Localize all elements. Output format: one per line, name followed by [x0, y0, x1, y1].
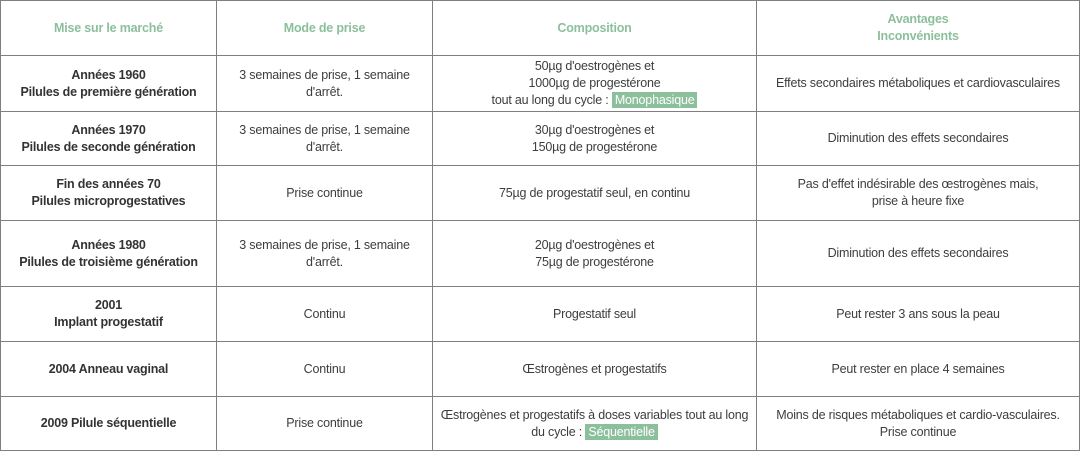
type-tag: Monophasique — [612, 92, 698, 108]
composition-cell — [433, 56, 757, 112]
header-mode: Mode de prise — [217, 1, 433, 56]
launch-cell — [1, 112, 217, 166]
header-composition: Composition — [433, 1, 757, 56]
composition-cell: Progestatif seul — [433, 287, 757, 342]
launch-cell — [1, 221, 217, 287]
table-row — [1, 397, 1080, 451]
composition-text: tout au long du cycle : — [491, 93, 609, 107]
launch-product: Pilules de seconde génération — [21, 139, 196, 154]
header-row — [1, 1, 1080, 56]
launch-date: Années 1960 — [71, 67, 146, 82]
header-launch: Mise sur le marché — [1, 1, 217, 56]
launch-date: Fin des années 70 — [56, 177, 161, 191]
composition-line: 1000µg de progestérone — [528, 76, 661, 90]
composition-text: Œstrogènes et progestatifs à doses variables tout au long du cycle : — [440, 407, 749, 439]
launch-cell: 2009 Pilule séquentielle — [1, 397, 217, 451]
table-row — [1, 287, 1080, 342]
effects-cell: Peut rester en place 4 semaines — [757, 342, 1080, 397]
effects-cell — [757, 397, 1080, 451]
effects-cell: Diminution des effets secondaires — [757, 112, 1080, 166]
mode-cell: 3 semaines de prise, 1 semaine d'arrêt. — [217, 56, 433, 112]
mode-cell: 3 semaines de prise, 1 semaine d'arrêt. — [217, 112, 433, 166]
type-tag: Séquentielle — [585, 424, 657, 440]
header-effects-drawbacks: Inconvénients — [877, 29, 959, 43]
effects-line: Prise continue — [879, 424, 957, 439]
launch-cell: 2004 Anneau vaginal — [1, 342, 217, 397]
table-row — [1, 221, 1080, 287]
composition-line: 20µg d'oestrogènes et — [534, 237, 655, 252]
mode-cell: Prise continue — [217, 397, 433, 451]
launch-product: Implant progestatif — [54, 315, 163, 329]
effects-line: prise à heure fixe — [871, 194, 965, 208]
table-row — [1, 112, 1080, 166]
composition-cell — [433, 221, 757, 287]
launch-date: Années 1980 — [71, 237, 146, 252]
effects-line: Moins de risques métaboliques et cardio-vasculaires. — [776, 407, 1060, 422]
composition-cell: 75µg de progestatif seul, en continu — [433, 166, 757, 221]
composition-line — [437, 92, 752, 109]
effects-cell — [757, 166, 1080, 221]
table-row — [1, 166, 1080, 221]
launch-product: Pilules de première génération — [20, 84, 197, 99]
composition-cell: Œstrogènes et progestatifs — [433, 342, 757, 397]
header-effects-advantages: Avantages — [887, 12, 949, 26]
composition-line: 150µg de progestérone — [531, 139, 658, 154]
mode-cell: Prise continue — [217, 166, 433, 221]
header-effects — [757, 1, 1080, 56]
composition-line: 50µg d'oestrogènes et — [534, 59, 655, 73]
launch-product: Pilules de troisième génération — [19, 254, 198, 269]
composition-line: 75µg de progestérone — [535, 254, 654, 269]
table-row — [1, 56, 1080, 112]
launch-cell — [1, 287, 217, 342]
launch-cell — [1, 166, 217, 221]
launch-product: Pilules microprogestatives — [31, 194, 186, 208]
composition-cell — [433, 397, 757, 451]
effects-cell: Effets secondaires métaboliques et cardiovasculaires — [757, 56, 1080, 112]
mode-cell: 3 semaines de prise, 1 semaine d'arrêt. — [217, 221, 433, 287]
effects-cell: Diminution des effets secondaires — [757, 221, 1080, 287]
launch-date: Années 1970 — [71, 122, 146, 137]
mode-cell: Continu — [217, 342, 433, 397]
effects-line: Pas d'effet indésirable des œstrogènes mais, — [797, 177, 1039, 191]
table-row — [1, 342, 1080, 397]
mode-cell: Continu — [217, 287, 433, 342]
effects-cell: Peut rester 3 ans sous la peau — [757, 287, 1080, 342]
launch-cell — [1, 56, 217, 112]
launch-date: 2001 — [94, 298, 122, 312]
composition-cell — [433, 112, 757, 166]
composition-line: 30µg d'oestrogènes et — [534, 122, 655, 137]
